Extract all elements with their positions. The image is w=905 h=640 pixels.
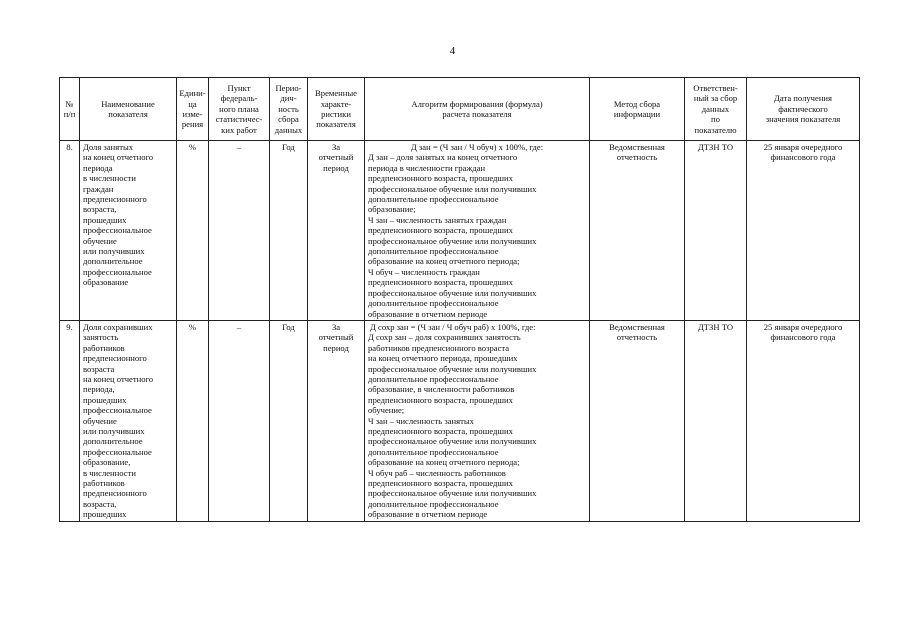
calculation-algorithm: [365, 320, 590, 521]
cell-line: дополнительное профессиональное: [368, 246, 499, 257]
unit-of-measure: %: [177, 320, 209, 521]
unit-of-measure: %: [177, 141, 209, 321]
cell-line: Д зан – доля занятых на конец отчетного: [368, 152, 518, 163]
actual-value-date: 25 января очередного финансового года: [747, 141, 860, 321]
cell-line: Ч зан – численность занятых: [368, 415, 474, 426]
cell-line: профессиональное: [83, 446, 152, 457]
cell-line: предпенсионного возраста, прошедших: [368, 173, 513, 184]
cell-line: предпенсионного возраста, прошедших: [368, 394, 513, 405]
cell-line: образование в отчетном периоде: [368, 308, 488, 319]
cell-line: профессиональное: [83, 266, 152, 277]
cell-line: Ч обуч раб – численность работников: [368, 467, 506, 478]
cell-line: Ч обуч – численность граждан: [368, 266, 480, 277]
header-algorithm: Алгоритм формирования (формула) расчета показателя: [365, 78, 590, 141]
cell-line: возраста,: [83, 498, 117, 509]
indicator-name: [80, 141, 177, 321]
collection-periodicity: Год: [270, 320, 308, 521]
header-unit: Едини- ца изме- рения: [177, 78, 209, 141]
row-number: 8.: [60, 141, 80, 321]
temporal-characteristics: За отчетный период: [308, 320, 365, 521]
cell-line: образование на конец отчетного периода;: [368, 457, 520, 468]
cell-line: в численности: [83, 173, 136, 184]
cell-line: образование: [83, 277, 129, 288]
indicator-name: [80, 320, 177, 521]
federal-plan-item: –: [209, 141, 270, 321]
responsible-party: ДТЗН ТО: [685, 320, 747, 521]
cell-line: Д сохр зан – доля сохранивших занятость: [368, 332, 521, 343]
cell-line: дополнительное профессиональное: [368, 446, 499, 457]
cell-line: предпенсионного возраста, прошедших: [368, 277, 513, 288]
cell-line: дополнительное профессиональное: [368, 373, 499, 384]
cell-line: предпенсионного: [83, 194, 147, 205]
cell-line: образование;: [368, 204, 416, 215]
cell-line: предпенсионного: [83, 353, 147, 364]
cell-line: дополнительное: [83, 436, 143, 447]
table-row: [60, 141, 860, 321]
cell-line: возраста,: [83, 204, 117, 215]
calculation-algorithm: [365, 141, 590, 321]
header-plan-item: Пункт федераль- ного плана статистичес- ких работ: [209, 78, 270, 141]
cell-line: дополнительное: [83, 256, 143, 267]
cell-line: образование, в численности работников: [368, 384, 515, 395]
temporal-characteristics: За отчетный период: [308, 141, 365, 321]
cell-line: Ч зан – численность занятых граждан: [368, 214, 507, 225]
cell-line: профессиональное обучение или получивших: [368, 436, 537, 447]
cell-line: в численности: [83, 467, 136, 478]
header-row: [60, 78, 860, 141]
cell-line: образование,: [83, 457, 131, 468]
header-temporal: Временные характе- ристики показателя: [308, 78, 365, 141]
header-date: Дата получения фактического значения показателя: [747, 78, 860, 141]
cell-line: предпенсионного возраста, прошедших: [368, 478, 513, 488]
cell-line: прошедших: [83, 394, 127, 405]
cell-line: Доля занятых: [83, 142, 134, 152]
cell-line: периода: [83, 162, 113, 173]
header-name: Наименование показателя: [80, 78, 177, 141]
cell-line: периода в численности граждан: [368, 162, 486, 173]
cell-line: возраста: [83, 363, 115, 374]
cell-line: граждан: [83, 183, 114, 194]
cell-line: обучение;: [368, 405, 405, 416]
actual-value-date: 25 января очередного финансового года: [747, 320, 860, 521]
collection-periodicity: Год: [270, 141, 308, 321]
cell-line: или получивших: [83, 246, 145, 257]
cell-line: образование на конец отчетного периода;: [368, 256, 520, 267]
cell-line: профессиональное обучение или получивших: [368, 488, 537, 499]
cell-line: работников: [83, 342, 125, 353]
federal-plan-item: –: [209, 320, 270, 521]
cell-line: дополнительное профессиональное: [368, 194, 499, 205]
collection-method: Ведомственная отчетность: [590, 320, 685, 521]
cell-line: периода,: [83, 384, 115, 395]
header-num: № п/п: [60, 78, 80, 141]
header-period: Перио- дич- ность сбора данных: [270, 78, 308, 141]
cell-line: работников предпенсионного возраста: [368, 342, 510, 353]
cell-line: прошедших: [83, 214, 127, 225]
table-row: [60, 320, 860, 521]
cell-line: профессиональное обучение или получивших: [368, 235, 537, 246]
cell-line: занятость: [83, 332, 119, 343]
cell-line: профессиональное: [83, 225, 152, 236]
cell-line: прошедших: [83, 509, 127, 520]
cell-line: на конец отчетного периода, прошедших: [368, 353, 518, 364]
cell-line: предпенсионного возраста, прошедших: [368, 425, 513, 436]
cell-line: на конец отчетного: [83, 373, 154, 384]
header-responsible: Ответствен- ный за сбор данных по показателю: [685, 78, 747, 141]
cell-line: обучение: [83, 415, 117, 426]
cell-line: работников: [83, 478, 125, 488]
header-method: Метод сбора информации: [590, 78, 685, 141]
responsible-party: ДТЗН ТО: [685, 141, 747, 321]
cell-line: обучение: [83, 235, 117, 246]
indicators-table: [59, 77, 860, 522]
formula-text: Д сохр зан = (Ч зан / Ч обуч раб) х 100%, где:: [370, 321, 536, 332]
row-number: 9.: [60, 320, 80, 521]
collection-method: Ведомственная отчетность: [590, 141, 685, 321]
cell-line: предпенсионного: [83, 488, 147, 499]
cell-line: или получивших: [83, 425, 145, 436]
cell-line: образование в отчетном периоде: [368, 509, 488, 520]
cell-line: Доля сохранивших: [83, 321, 153, 332]
cell-line: дополнительное профессиональное: [368, 498, 499, 509]
cell-line: профессиональное обучение или получивших: [368, 183, 537, 194]
page-number: 4: [449, 45, 456, 57]
cell-line: профессиональное обучение или получивших: [368, 363, 537, 374]
cell-line: профессиональное: [83, 405, 152, 416]
cell-line: предпенсионного возраста, прошедших: [368, 225, 513, 236]
cell-line: на конец отчетного: [83, 152, 154, 163]
cell-line: дополнительное профессиональное: [368, 298, 499, 309]
cell-line: профессиональное обучение или получивших: [368, 287, 537, 298]
formula-text: Д зан = (Ч зан / Ч обуч) х 100%, где:: [410, 142, 544, 152]
